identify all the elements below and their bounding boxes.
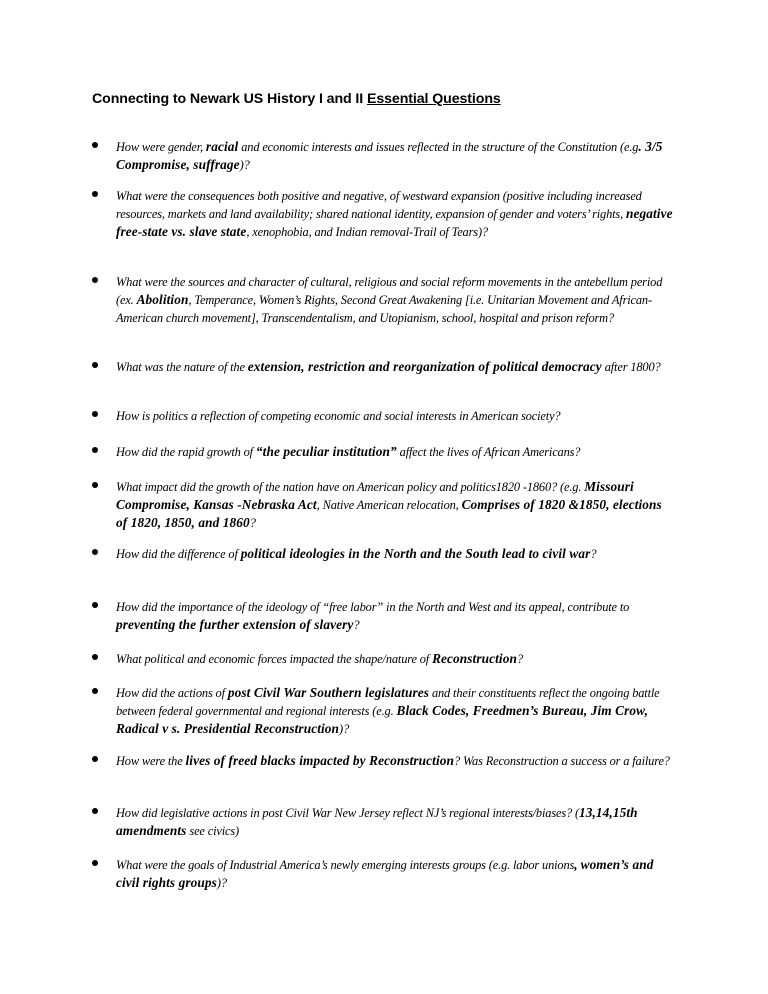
emphasized-text: negative free-state vs. slave state xyxy=(116,206,673,239)
question-text-run: after 1800? xyxy=(601,360,661,374)
question-text xyxy=(116,138,676,174)
bullet-icon xyxy=(92,688,98,694)
question-text-run: How did the importance of the ideology of “free labor” in the North and West and its appeal, contribute to xyxy=(116,600,630,614)
question-text-run: ? xyxy=(516,652,523,666)
question-text-run: )? xyxy=(216,876,227,890)
emphasized-text: lives of freed blacks impacted by Reconstruction xyxy=(185,753,454,768)
question-text xyxy=(116,443,676,461)
question-text xyxy=(116,545,676,563)
question-text-run: )? xyxy=(239,158,250,172)
bullet-icon xyxy=(92,602,98,608)
emphasized-text: women’s and civil rights groups xyxy=(116,857,654,890)
emphasized-text: political ideologies in the North and the South lead to civil war xyxy=(240,546,591,561)
question-text-run: How did legislative actions in post Civil War New Jersey reflect NJ’s regional interests/biases? ( xyxy=(116,806,579,820)
question-text-run: and economic interests and issues reflected in the structure of the Constitution (e.g xyxy=(238,140,639,154)
bullet-icon xyxy=(92,860,98,866)
question-text xyxy=(116,598,676,634)
bullet-icon xyxy=(92,447,98,453)
question-text-run: What were the goals of Industrial America’s newly emerging interests groups (e.g. labor unions xyxy=(116,858,575,872)
emphasized-text: . 3/5 Compromise, suffrage xyxy=(116,139,663,172)
question-text-run: What impact did the growth of the nation have on American policy and politics1820 -1860? (e.g. xyxy=(116,480,585,494)
emphasized-text: Black Codes, Freedmen’s Bureau, Jim Crow, Radical v s. Presidential Reconstruction xyxy=(116,703,649,736)
question-text xyxy=(116,856,676,892)
question-text-run: ? Was Reconstruction a success or a failure? xyxy=(454,754,670,768)
question-text-run: How were the xyxy=(116,754,186,768)
question-text-run: ? xyxy=(590,547,597,561)
question-text-run: , Temperance, Women’s Rights, Second Great Awakening [i.e. Unitarian Movement and African-American church movement], Transcendentalism, and Utopianism, school, hospital and prison reform? xyxy=(116,293,652,325)
question-text xyxy=(116,752,676,770)
emphasized-text: Reconstruction xyxy=(432,651,517,666)
title-text: Connecting to Newark US History I and II xyxy=(92,91,367,107)
question-text-run: How did the difference of xyxy=(116,547,241,561)
bullet-icon xyxy=(92,654,98,660)
question-text-run: ? xyxy=(249,516,256,530)
title-underlined-text: Essential Questions xyxy=(366,91,501,107)
question-text xyxy=(116,684,676,738)
emphasized-text: post Civil War Southern legislatures xyxy=(227,685,429,700)
bullet-icon xyxy=(92,549,98,555)
question-text-run: How did the actions of xyxy=(116,686,228,700)
question-text xyxy=(116,804,676,840)
question-text-run: , xenophobia, and Indian removal-Trail of Tears)? xyxy=(246,225,488,239)
emphasized-text: “the peculiar institution” xyxy=(255,444,397,459)
bullet-icon xyxy=(92,482,98,488)
question-text xyxy=(116,358,676,376)
question-text-run: What was the nature of the xyxy=(116,360,248,374)
question-text-run: and their constituents reflect the ongoing battle between federal governmental and regional interests (e.g. xyxy=(116,686,660,718)
question-text xyxy=(116,187,676,241)
bullet-icon xyxy=(92,191,98,197)
emphasized-text: 13,14,15th amendments xyxy=(116,805,638,838)
question-text-run: What were the consequences both positive and negative, of westward expansion (positive including increased resources, markets and land availability; shared national identity, expansion of gender and voters’ rights, xyxy=(116,189,642,221)
question-text xyxy=(116,407,676,425)
bullet-icon xyxy=(92,808,98,814)
bullet-icon xyxy=(92,362,98,368)
question-text-run: , Native American relocation, xyxy=(316,498,462,512)
question-text-run: How did the rapid growth of xyxy=(116,445,256,459)
emphasized-text: Missouri Compromise, Kansas -Nebraska Act xyxy=(116,479,634,512)
question-text xyxy=(116,273,676,327)
question-text xyxy=(116,650,676,668)
emphasized-text: Comprises of 1820 &1850, elections of 1820, 1850, and 1860 xyxy=(116,497,662,530)
bullet-icon xyxy=(92,411,98,417)
question-text-run: affect the lives of African Americans? xyxy=(396,445,581,459)
question-text-run: )? xyxy=(339,722,350,736)
emphasized-text: extension, restriction and reorganization of political democracy xyxy=(247,359,602,374)
emphasized-text: preventing the further extension of slavery xyxy=(116,617,354,632)
question-text-run: How were gender, xyxy=(116,140,206,154)
question-text-run: What were the sources and character of cultural, religious and social reform movements in the antebellum period (ex. xyxy=(116,275,663,307)
question-text xyxy=(116,478,676,532)
question-text-run: see civics) xyxy=(186,824,240,838)
question-text-run: How is politics a reflection of competing economic and social interests in American society? xyxy=(116,409,561,423)
emphasized-text: , xyxy=(574,857,578,872)
bullet-icon xyxy=(92,277,98,283)
bullet-icon xyxy=(92,142,98,148)
question-text-run: What political and economic forces impacted the shape/nature of xyxy=(116,652,433,666)
question-text-run: ? xyxy=(353,618,360,632)
emphasized-text: racial xyxy=(205,139,239,154)
bullet-icon xyxy=(92,756,98,762)
emphasized-text: Abolition xyxy=(136,292,189,307)
